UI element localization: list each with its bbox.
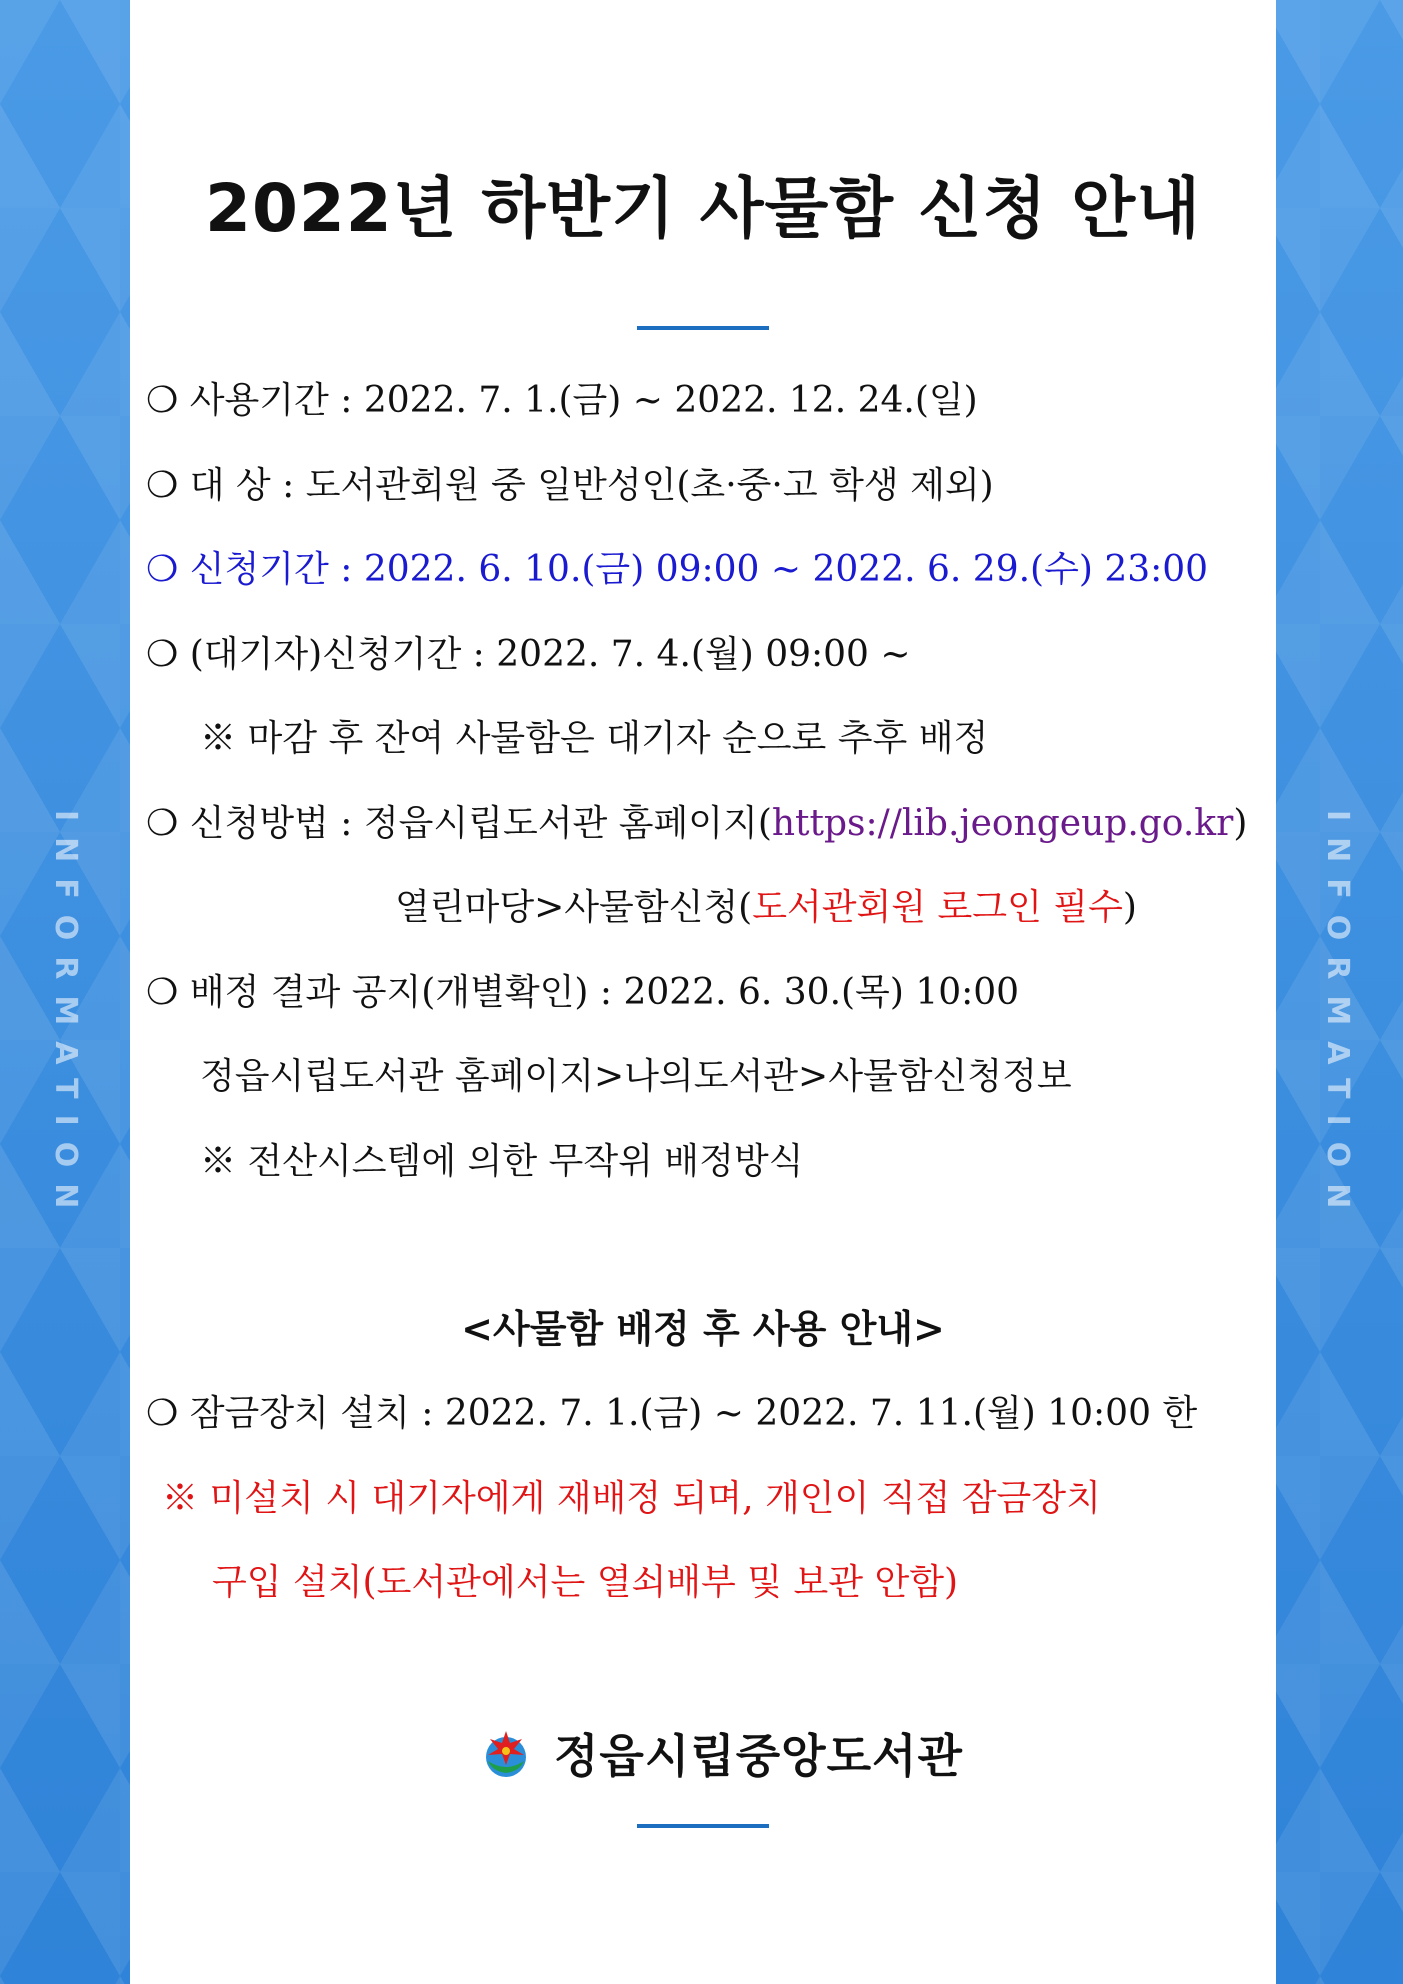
target-line: ❍ 대 상 : 도서관회원 중 일반성인(초·중·고 학생 제외) (146, 465, 994, 506)
waitlist-period-line: ❍ (대기자)신청기간 : 2022. 7. 4.(월) 09:00 ~ (146, 634, 911, 675)
library-logo-icon (480, 1727, 532, 1779)
result-path-line: 정읍시립도서관 홈페이지>나의도서관>사물함신청정보 (200, 1056, 1072, 1097)
method-suffix: ) (1233, 803, 1248, 844)
result-line: ❍ 배정 결과 공지(개별확인) : 2022. 6. 30.(목) 10:00 (146, 972, 1020, 1013)
login-required-note: 도서관회원 로그인 필수 (752, 887, 1123, 928)
footer-divider (637, 1824, 769, 1828)
homepage-link[interactable]: https://lib.jeongeup.go.kr (771, 803, 1234, 844)
method-prefix: ❍ 신청방법 : 정읍시립도서관 홈페이지( (146, 803, 772, 844)
method-path-suffix: ) (1122, 887, 1137, 928)
notice-paper (130, 0, 1276, 1984)
warning-line-1: ※ 미설치 시 대기자에게 재배정 되며, 개인이 직접 잠금장치 (162, 1478, 1101, 1519)
method-path-prefix: 열린마당>사물함신청( (395, 887, 753, 928)
method-line (146, 795, 1247, 846)
warning-line-2: 구입 설치(도서관에서는 열쇠배부 및 보관 안함) (212, 1562, 959, 1603)
title-divider (637, 326, 769, 330)
side-label-right: INFORMATION (1320, 810, 1355, 1225)
subheading: <사물함 배정 후 사용 안내> (461, 1306, 945, 1351)
method-path-line (395, 879, 1137, 930)
lock-install-line: ❍ 잠금장치 설치 : 2022. 7. 1.(금) ~ 2022. 7. 11.(월) 10:00 한 (146, 1393, 1198, 1434)
footer (480, 1720, 963, 1786)
usage-period-line: ❍ 사용기간 : 2022. 7. 1.(금) ~ 2022. 12. 24.(일) (146, 380, 978, 421)
apply-period-line: ❍ 신청기간 : 2022. 6. 10.(금) 09:00 ~ 2022. 6. 29.(수) 23:00 (146, 549, 1209, 590)
library-name: 정읍시립중앙도서관 (554, 1729, 963, 1783)
result-note-line: ※ 전산시스템에 의한 무작위 배정방식 (200, 1141, 804, 1182)
side-label-left: INFORMATION (48, 810, 83, 1225)
page-title: 2022년 하반기 사물함 신청 안내 (205, 170, 1201, 247)
waitlist-note-line: ※ 마감 후 잔여 사물함은 대기자 순으로 추후 배정 (200, 718, 989, 759)
